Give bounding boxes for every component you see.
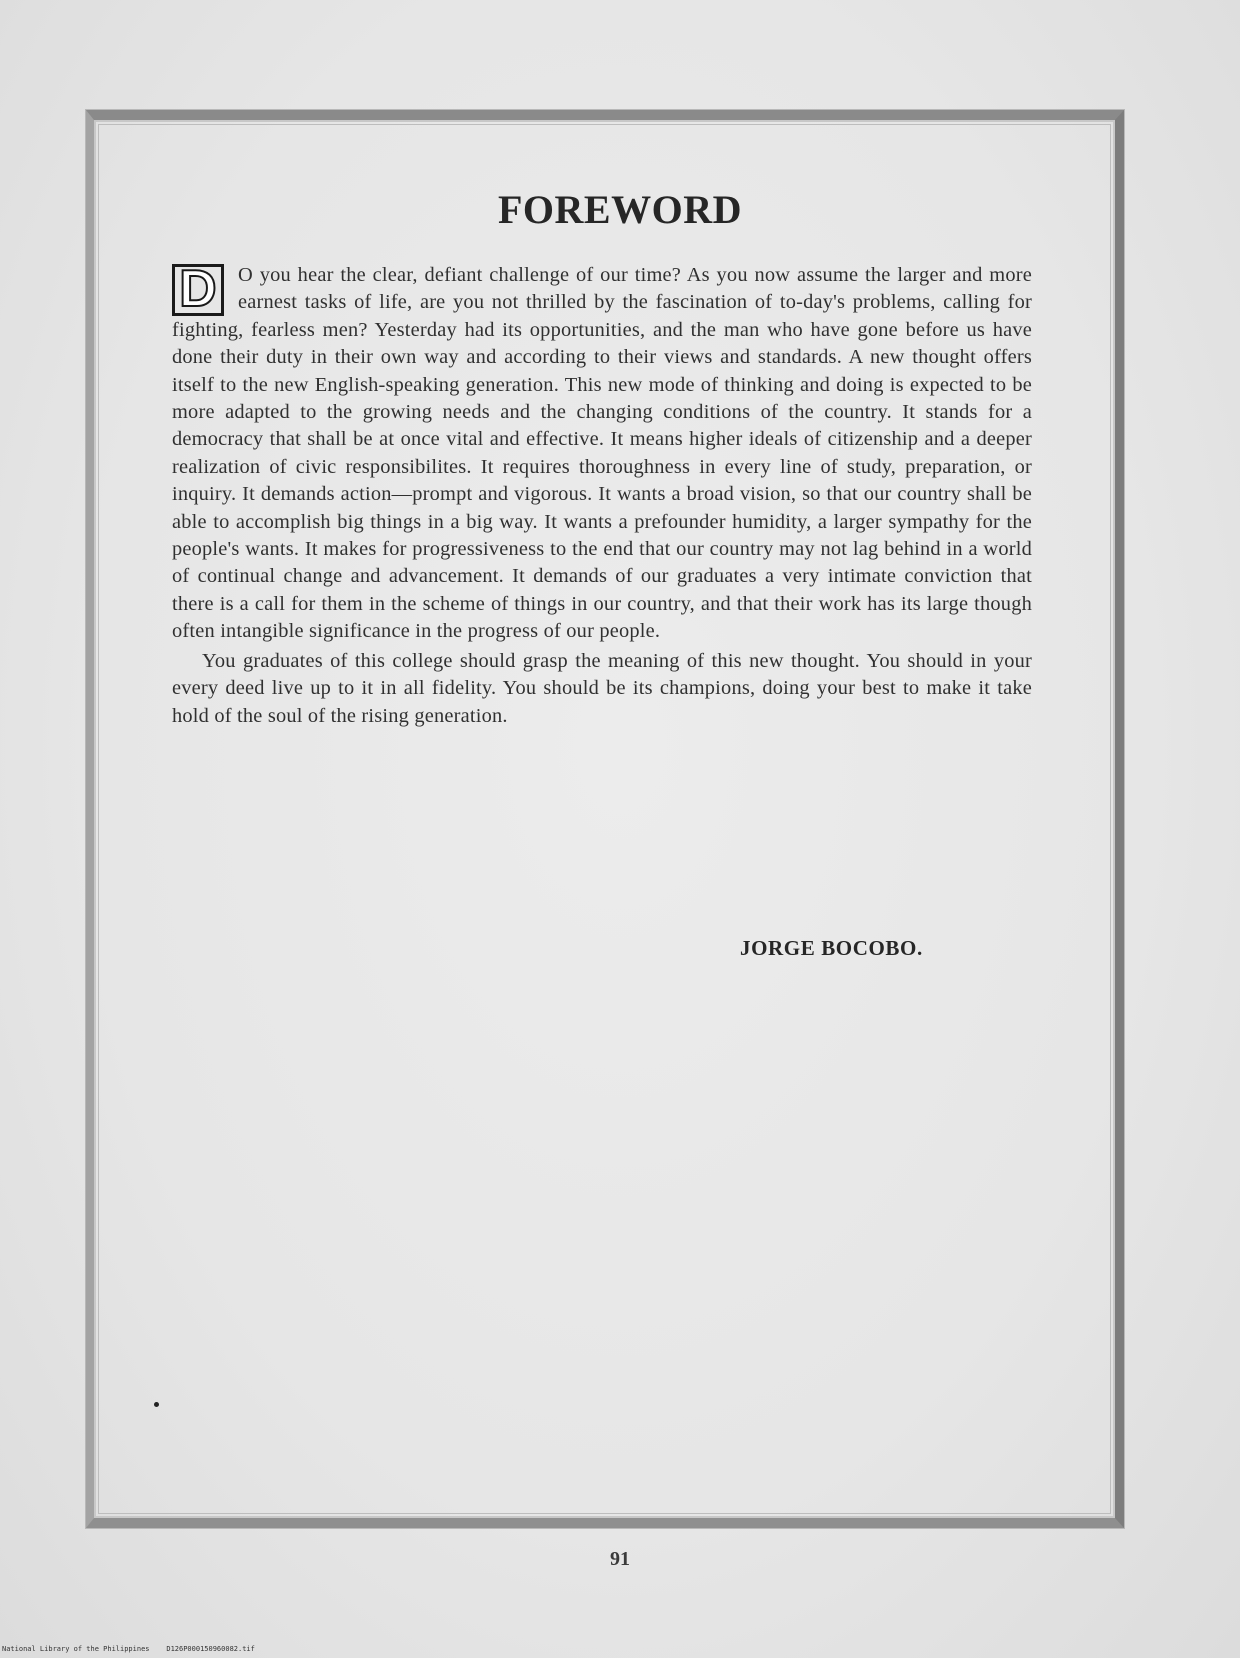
drop-cap-letter bbox=[172, 264, 224, 316]
paragraph-1 bbox=[172, 262, 1032, 646]
author-signature: JORGE BOCOBO. bbox=[740, 936, 923, 960]
page-number: 91 bbox=[610, 1548, 630, 1570]
drop-cap-glyph: D bbox=[179, 264, 217, 316]
page-title: FOREWORD bbox=[498, 187, 742, 232]
paragraph-2: You graduates of this college should grasp the meaning of this new thought. You should in your every deed live up to it in all fidelity. You should be its champions, doing your best to make it take hold of the soul of the rising generation. bbox=[172, 649, 1032, 727]
archive-footer-caption: National Library of the Philippines D126P000150960082.tif bbox=[2, 1645, 255, 1653]
paragraph-1-text: O you hear the clear, defiant challenge of our time? As you now assume the larger and more earnest tasks of life, are you not thrilled by the fascination of to-day's problems, calling for fighting, fearless men? Yesterday had its opportunities, and the man who have gone before us have done their duty in their own way and according to their views and standards. A new thought offers itself to the new English-speaking generation. This new mode of thinking and doing is expected to be more adapted to the growing needs and the changing conditions of the country. It stands for a democracy that shall be at once vital and effective. It means higher ideals of citizenship and a deeper realization of civic responsibilites. It requires thoroughness in every line of study, preparation, or inquiry. It demands action—prompt and vigorous. It wants a broad vision, so that our country shall be able to accomplish big things in a big way. It wants a prefounder humidity, a larger sympathy for the people's wants. It makes for progressiveness to the end that our country may not lag behind in a world of continual change and advancement. It demands of our graduates a very intimate conviction that there is a call for them in the scheme of things in our country, and that their work has its large though often intangible significance in the progress of our people. bbox=[172, 264, 1032, 643]
print-speck bbox=[154, 1402, 159, 1407]
foreword-body bbox=[172, 262, 1032, 730]
